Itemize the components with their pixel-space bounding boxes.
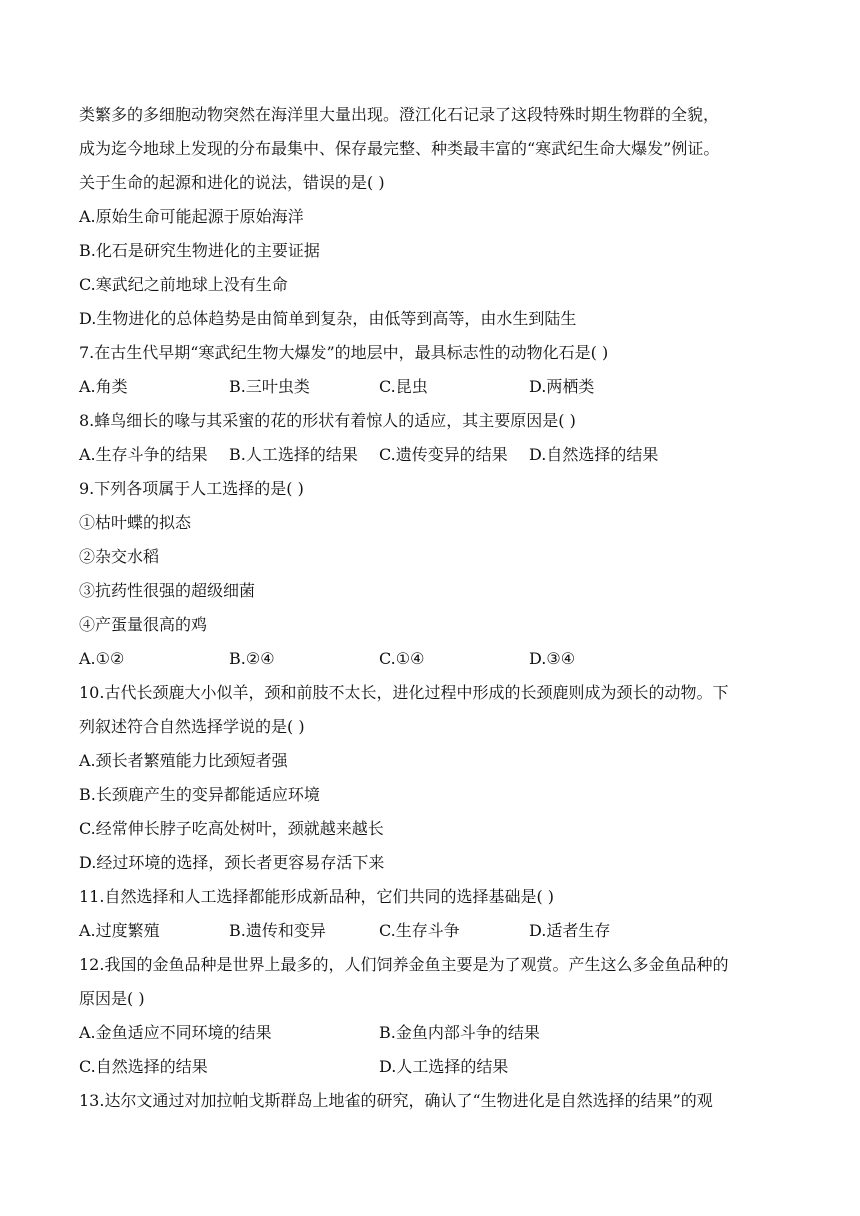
q12-option-c: C.自然选择的结果 xyxy=(79,1057,208,1076)
q7-options xyxy=(79,376,779,398)
q10-option-a: A.颈长者繁殖能力比颈短者强 xyxy=(79,751,288,770)
q9-item-4: ④产蛋量很高的鸡 xyxy=(79,615,208,634)
q11-option-d: D.适者生存 xyxy=(529,921,611,940)
question-10-stem-line-2: 列叙述符合自然选择学说的是( ) xyxy=(79,717,305,736)
q8-option-a: A.生存斗争的结果 xyxy=(79,445,208,464)
q10-option-b: B.长颈鹿产生的变异都能适应环境 xyxy=(79,785,320,804)
q6-option-c: C.寒武纪之前地球上没有生命 xyxy=(79,275,288,294)
q9-options xyxy=(79,648,779,670)
question-11-stem: 11.自然选择和人工选择都能形成新品种，它们共同的选择基础是( ) xyxy=(79,887,555,906)
q6-option-a: A.原始生命可能起源于原始海洋 xyxy=(79,207,304,226)
q9-option-c: C.①④ xyxy=(379,649,425,668)
q8-option-b: B.人工选择的结果 xyxy=(229,445,358,464)
q12-options-row-2 xyxy=(79,1056,779,1078)
q7-option-d: D.两栖类 xyxy=(529,377,595,396)
intro-line-2: 成为迄今地球上发现的分布最集中、保存最完整、种类最丰富的“寒武纪生命大爆发”例证。 xyxy=(79,139,720,158)
q10-option-d: D.经过环境的选择，颈长者更容易存活下来 xyxy=(79,853,385,872)
q11-option-c: C.生存斗争 xyxy=(379,921,460,940)
q9-option-d: D.③④ xyxy=(529,649,576,668)
q8-options xyxy=(79,444,779,466)
question-12-stem-line-2: 原因是( ) xyxy=(79,989,145,1008)
question-12-stem-line-1: 12.我国的金鱼品种是世界上最多的，人们饲养金鱼主要是为了观赏。产生这么多金鱼品种的 xyxy=(79,955,729,974)
question-9-stem: 9.下列各项属于人工选择的是( ) xyxy=(79,479,304,498)
q11-option-a: A.过度繁殖 xyxy=(79,921,160,940)
q7-option-a: A.角类 xyxy=(79,377,128,396)
q9-option-a: A.①② xyxy=(79,649,125,668)
q9-item-3: ③抗药性很强的超级细菌 xyxy=(79,581,256,600)
question-10-stem-line-1: 10.古代长颈鹿大小似羊，颈和前肢不太长，进化过程中形成的长颈鹿则成为颈长的动物。下 xyxy=(79,683,729,702)
question-7-stem: 7.在古生代早期“寒武纪生物大爆发”的地层中，最具标志性的动物化石是( ) xyxy=(79,343,609,362)
question-13-stem-line-1: 13.达尔文通过对加拉帕戈斯群岛上地雀的研究，确认了“生物进化是自然选择的结果”的观 xyxy=(79,1091,713,1110)
question-6-stem: 关于生命的起源和进化的说法，错误的是( ) xyxy=(79,173,385,192)
q12-option-d: D.人工选择的结果 xyxy=(379,1057,509,1076)
intro-line-1: 类繁多的多细胞动物突然在海洋里大量出现。澄江化石记录了这段特殊时期生物群的全貌， xyxy=(79,105,720,124)
q8-option-c: C.遗传变异的结果 xyxy=(379,445,508,464)
q9-item-1: ①枯叶蝶的拟态 xyxy=(79,513,192,532)
q12-option-b: B.金鱼内部斗争的结果 xyxy=(379,1023,540,1042)
q6-option-b: B.化石是研究生物进化的主要证据 xyxy=(79,241,320,260)
question-8-stem: 8.蜂鸟细长的喙与其采蜜的花的形状有着惊人的适应，其主要原因是( ) xyxy=(79,411,576,430)
q7-option-b: B.三叶虫类 xyxy=(229,377,310,396)
q12-option-a: A.金鱼适应不同环境的结果 xyxy=(79,1023,272,1042)
q12-options-row-1 xyxy=(79,1022,779,1044)
q11-options xyxy=(79,920,779,942)
q9-option-b: B.②④ xyxy=(229,649,275,668)
q7-option-c: C.昆虫 xyxy=(379,377,428,396)
q10-option-c: C.经常伸长脖子吃高处树叶，颈就越来越长 xyxy=(79,819,384,838)
q6-option-d: D.生物进化的总体趋势是由简单到复杂，由低等到高等，由水生到陆生 xyxy=(79,309,577,328)
q8-option-d: D.自然选择的结果 xyxy=(529,445,659,464)
q11-option-b: B.遗传和变异 xyxy=(229,921,326,940)
q9-item-2: ②杂交水稻 xyxy=(79,547,160,566)
